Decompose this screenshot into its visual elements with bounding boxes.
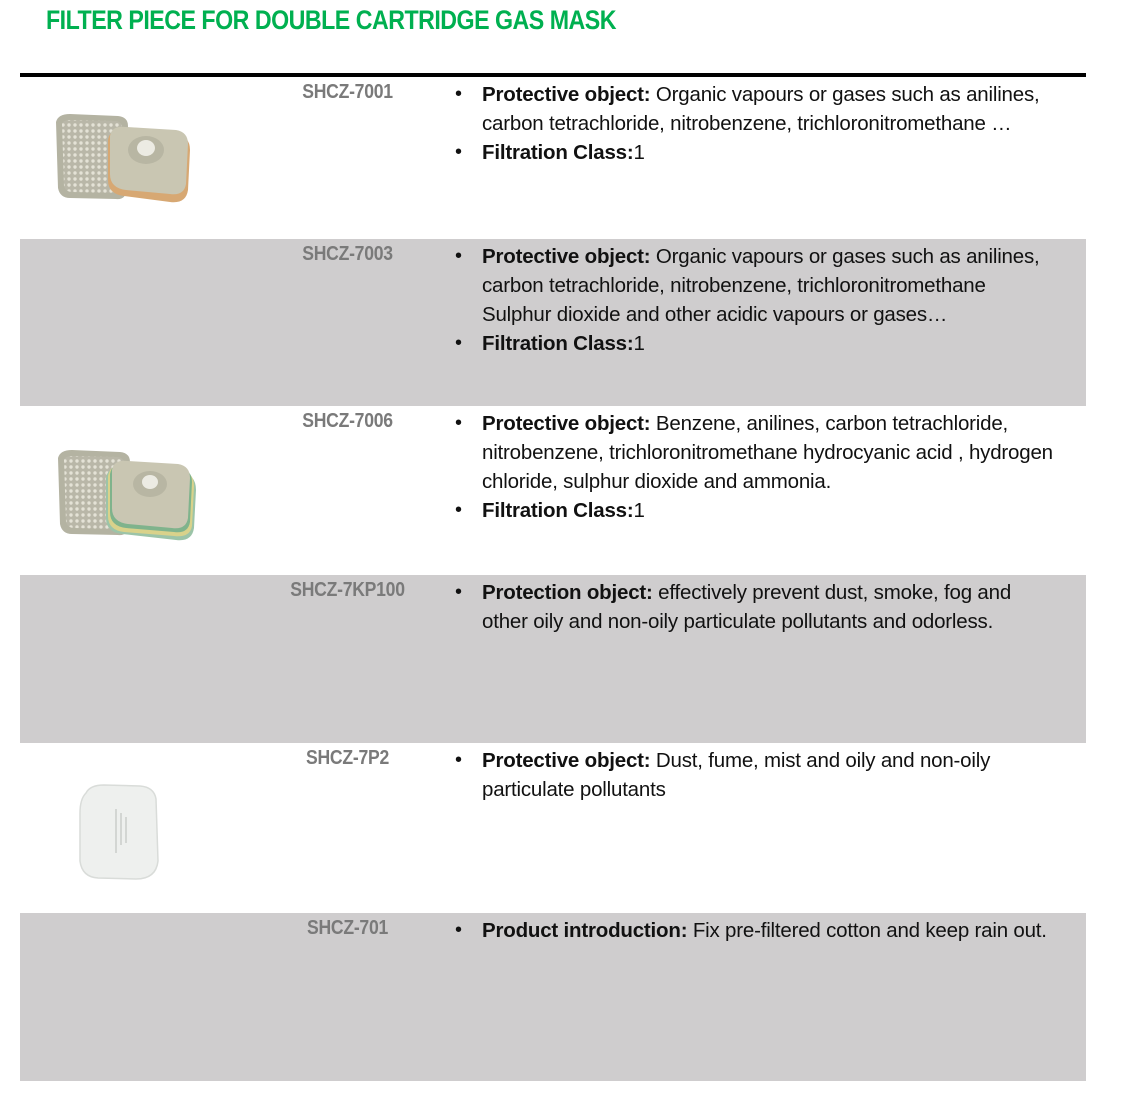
bullet-icon: •: [455, 919, 462, 941]
description-item: [455, 578, 1055, 636]
filter-cartridge-image: [48, 110, 198, 205]
description-text: Dust, fume, mist and oily and non-oily particulate pollutants: [482, 749, 991, 801]
product-code: SHCZ-701: [306, 917, 389, 939]
product-description: [455, 242, 1055, 358]
description-text: effectively prevent dust, smoke, fog and other oily and non-oily particulate pollutants and odorless.: [482, 581, 1012, 633]
description-label: Filtration Class:: [482, 332, 634, 355]
description-text: Benzene, anilines, carbon tetrachloride, nitrobenzene, trichloronitromethane hydrocyanic acid , hydrogen chloride, sulphur dioxide and ammonia.: [482, 412, 1053, 493]
description-label: Protective object:: [482, 412, 651, 435]
product-row-shcz-7001: [20, 77, 1086, 239]
product-row-shcz-701: [20, 913, 1086, 1081]
bullet-icon: •: [455, 499, 462, 521]
description-item: [455, 746, 1055, 804]
product-code: SHCZ-7006: [302, 410, 393, 432]
product-description: [455, 409, 1055, 525]
description-item: [455, 916, 1055, 945]
description-label: Protection object:: [482, 581, 653, 604]
description-label: Filtration Class:: [482, 141, 634, 164]
bullet-icon: •: [455, 581, 462, 603]
description-text: Organic vapours or gases such as anilines, carbon tetrachloride, nitrobenzene, trichloronitromethane …: [482, 83, 1040, 135]
description-item: [455, 242, 1055, 329]
description-item: [455, 329, 1055, 358]
product-row-shcz-7p2: [20, 743, 1086, 913]
bullet-icon: •: [455, 141, 462, 163]
product-code: SHCZ-7KP100: [290, 579, 405, 601]
product-description: [455, 80, 1055, 167]
description-item: [455, 496, 1055, 525]
description-text: Organic vapours or gases such as anilines, carbon tetrachloride, nitrobenzene, trichloronitromethane Sulphur dioxide and other acidic vapours or gases…: [482, 245, 1040, 326]
bullet-icon: •: [455, 749, 462, 771]
description-label: Product introduction:: [482, 919, 688, 942]
description-label: Protective object:: [482, 245, 651, 268]
description-label: Protective object:: [482, 83, 651, 106]
description-label: Protective object:: [482, 749, 651, 772]
bullet-icon: •: [455, 83, 462, 105]
product-code: SHCZ-7001: [302, 81, 393, 103]
product-row-shcz-7006: [20, 406, 1086, 575]
product-row-shcz-7003: [20, 239, 1086, 406]
product-code: SHCZ-7003: [302, 243, 393, 265]
product-description: [455, 916, 1055, 945]
description-item: [455, 138, 1055, 167]
bullet-icon: •: [455, 332, 462, 354]
bullet-icon: •: [455, 245, 462, 267]
product-code: SHCZ-7P2: [306, 747, 389, 769]
description-text: Fix pre-filtered cotton and keep rain out.: [687, 919, 1047, 942]
product-description: [455, 746, 1055, 804]
filter-cartridge-image: [50, 446, 200, 541]
filter-pad-image: [76, 783, 162, 883]
page-title: FILTER PIECE FOR DOUBLE CARTRIDGE GAS MASK: [46, 5, 617, 35]
product-description: [455, 578, 1055, 636]
description-label: Filtration Class:: [482, 499, 634, 522]
description-item: [455, 80, 1055, 138]
bullet-icon: •: [455, 412, 462, 434]
description-text: 1: [633, 141, 645, 164]
description-item: [455, 409, 1055, 496]
product-row-shcz-7kp100: [20, 575, 1086, 743]
description-text: 1: [633, 499, 645, 522]
description-text: 1: [633, 332, 645, 355]
